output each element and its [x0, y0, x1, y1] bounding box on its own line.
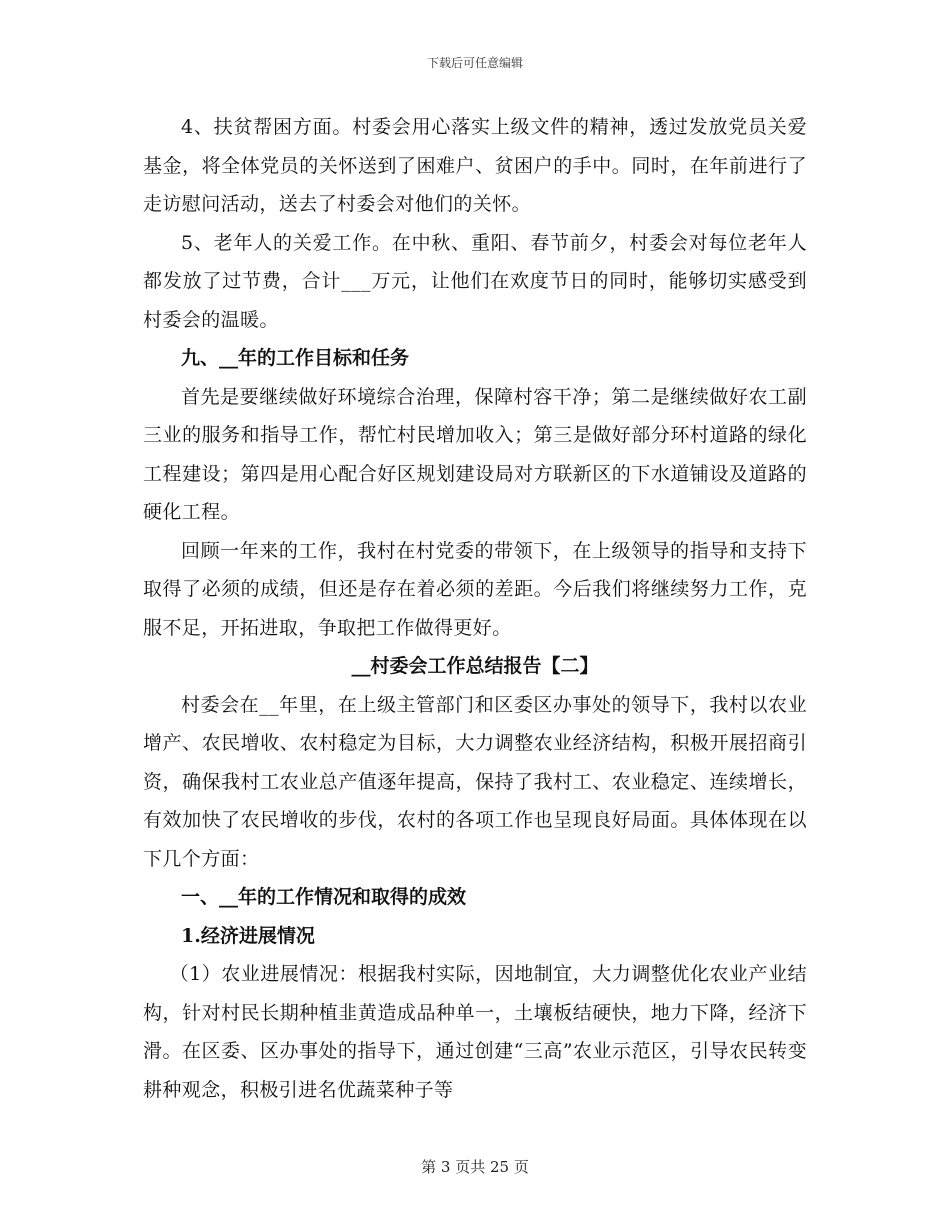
report-title: __村委会工作总结报告【二】: [351, 655, 599, 677]
subsection-heading-economy: 1.经济进展情况: [181, 924, 315, 947]
paragraph-intro: 村委会在__年里，在上级主管部门和区委区办事处的领导下，我村以农业增产、农民增收、农村稳定为目标，大力调整农业经济结构，积极开展招商引资，确保我村工农业总产值逐年提高，保持了我村工、农业稳定、连续增长，有效加快了农民增收的步伐，农村的各项工作也呈现良好局面。具体体现在以下几个方面：: [143, 693, 807, 870]
section-heading-goals: 九、__年的工作目标和任务: [181, 347, 410, 369]
document-body: [143, 108, 807, 1109]
paragraph-elderly-care: 5、老年人的关爱工作。在中秋、重阳、春节前夕，村委会对每位老年人都发放了过节费，合计___万元，让他们在欢度节日的同时，能够切实感受到村委会的温暖。: [143, 231, 807, 331]
paragraph-agriculture: （1）农业进展情况：根据我村实际，因地制宜，大力调整优化农业产业结构，针对村民长期种植韭黄造成品种单一，土壤板结硬快，地力下降，经济下滑。在区委、区办事处的指导下，通过创建“三高”农业示范区，引导农民转变耕种观念，积极引进名优蔬菜种子等: [143, 963, 807, 1101]
paragraph-poverty-relief: 4、扶贫帮困方面。村委会用心落实上级文件的精神，透过发放党员关爱基金，将全体党员的关怀送到了困难户、贫困户的手中。同时，在年前进行了走访慰问活动，送去了村委会对他们的关怀。: [143, 116, 807, 215]
paragraph-review: 回顾一年来的工作，我村在村党委的带领下，在上级领导的指导和支持下取得了必须的成绩，但还是存在着必须的差距。今后我们将继续努力工作，克服不足，开拓进取，争取把工作做得更好。: [143, 539, 807, 639]
paragraph-goals: 首先是要继续做好环境综合治理，保障村容干净；第二是继续做好农工副三业的服务和指导工作，帮忙村民增加收入；第三是做好部分环村道路的绿化工程建设；第四是用心配合好区规划建设局对方联新区的下水道铺设及道路的硬化工程。: [143, 385, 807, 523]
page-footer: 第 3 页共 25 页: [421, 1158, 529, 1176]
page-header: 下载后可任意编辑: [426, 56, 523, 70]
section-heading-achievements: 一、__年的工作情况和取得的成效: [181, 886, 467, 908]
